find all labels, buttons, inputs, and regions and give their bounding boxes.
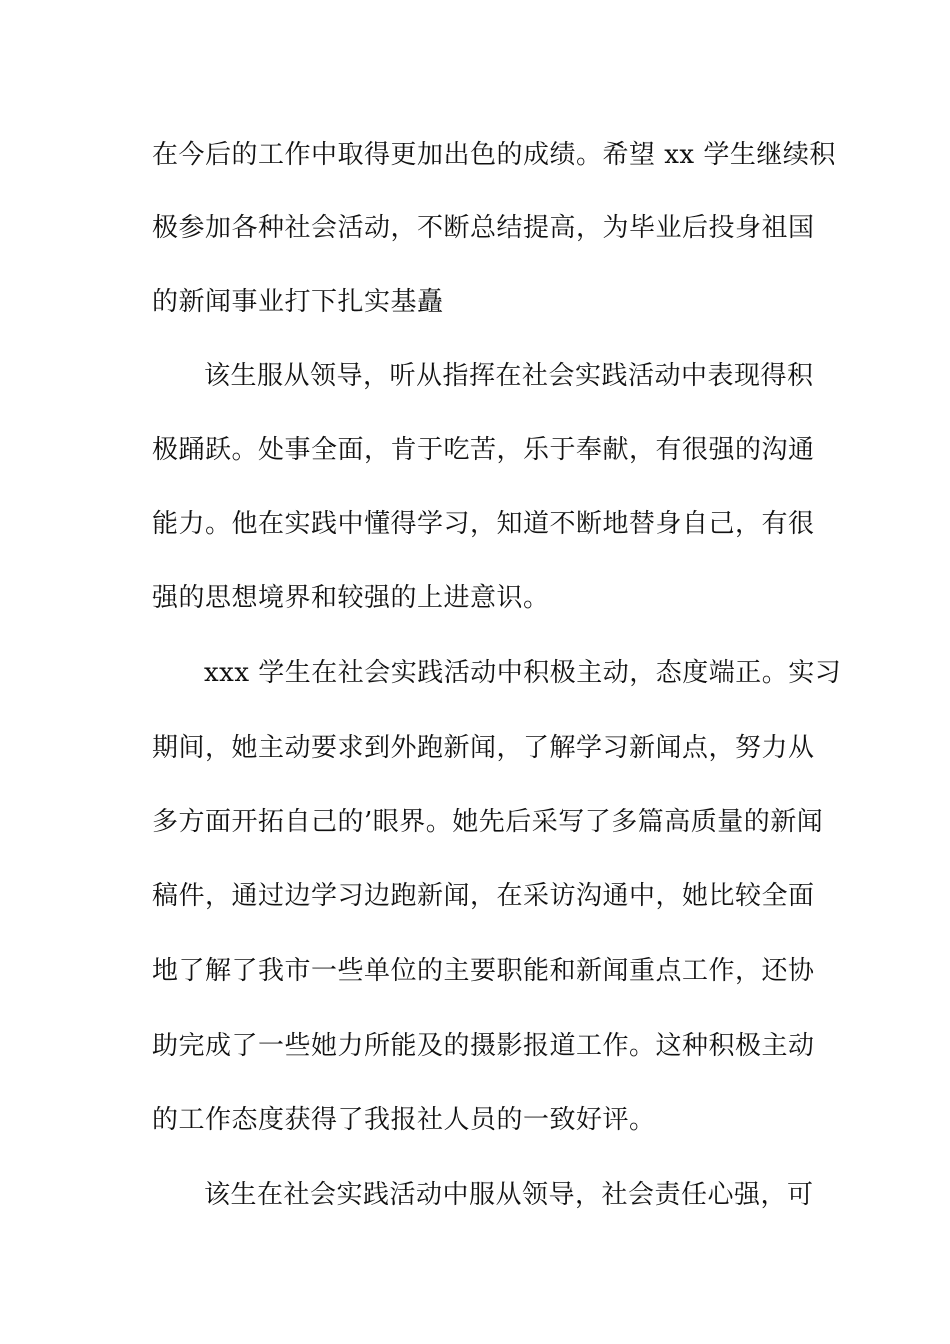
text-line: 极踊跃。处事全面，肯于吃苦，乐于奉献，有很强的沟通 (152, 435, 815, 465)
text-line: 的工作态度获得了我报社人员的一致好评。 (152, 1105, 656, 1135)
paragraph-first-line: 该生在社会实践活动中服从领导，社会责任心强，可 (204, 1180, 814, 1210)
text-line: 地了解了我市一些单位的主要职能和新闻重点工作，还协 (152, 956, 815, 986)
text-line: 助完成了一些她力所能及的摄影报道工作。这种积极主动 (152, 1031, 815, 1061)
text-line: 在今后的工作中取得更加出色的成绩。希望 xx 学生继续积 (152, 140, 836, 170)
text-line: 极参加各种社会活动，不断总结提高，为毕业后投身祖国 (152, 213, 815, 243)
paragraph-first-line: 该生服从领导，听从指挥在社会实践活动中表现得积 (204, 361, 814, 391)
text-line: 能力。他在实践中懂得学习，知道不断地替身自己，有很 (152, 509, 815, 539)
text-line: 稿件，通过边学习边跑新闻，在采访沟通中，她比较全面 (152, 881, 815, 911)
paragraph-first-line: xxx 学生在社会实践活动中积极主动，态度端正。实习 (204, 658, 842, 688)
text-line: 多方面开拓自己的’眼界。她先后采写了多篇高质量的新闻 (152, 807, 824, 837)
text-line: 的新闻事业打下扎实基矗 (152, 287, 444, 317)
text-line: 期间，她主动要求到外跑新闻，了解学习新闻点，努力从 (152, 733, 815, 763)
text-line: 强的思想境界和较强的上进意识。 (152, 583, 550, 613)
